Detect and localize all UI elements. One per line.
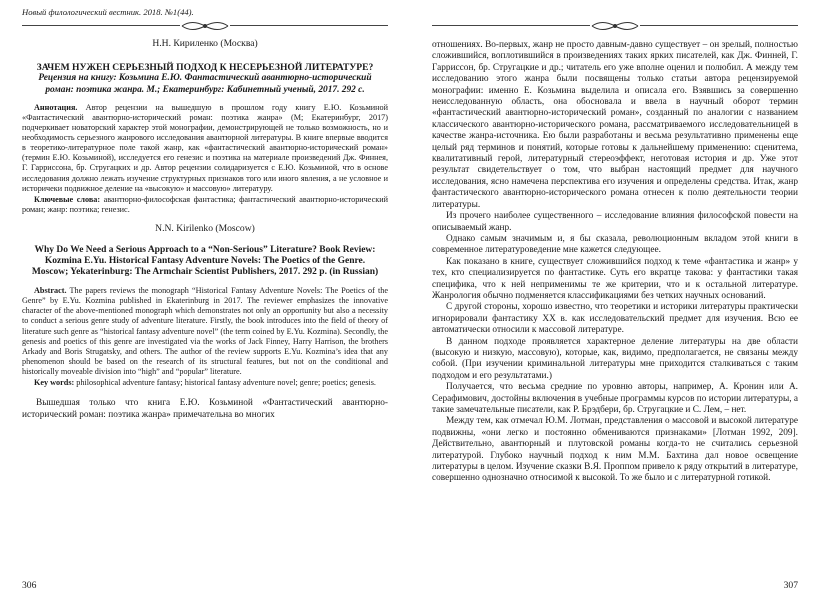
page-number-right: 307 xyxy=(783,580,798,591)
ru-subtitle: Рецензия на книгу: Козьмина Е.Ю. Фантастический авантюрно-исторический роман: поэтика жанра. М.; Екатеринбург: Кабинетный ученый, 2017. 292 с. xyxy=(38,73,372,95)
ornament-line-right xyxy=(230,25,388,26)
paragraph: В данном подходе проявляется характерное деление литературы на две области (высокую и низкую, массовую), которые, как, видимо, предполагается, не связаны между собой. (При изучении криминальной литературы мне приходится сталкиваться с таким подходом и его результатами.) xyxy=(432,336,798,381)
ru-title: ЗАЧЕМ НУЖЕН СЕРЬЕЗНЫЙ ПОДХОД К НЕСЕРЬЕЗНОЙ ЛИТЕРАТУРЕ? xyxy=(36,62,374,73)
en-keywords-text: philosophical adventure fantasy; historical fantasy adventure novel; genre; poetics; genesis. xyxy=(74,378,376,388)
en-author: N.N. Kirilenko (Moscow) xyxy=(155,222,255,234)
paragraph: С другой стороны, хорошо известно, что теоретики и историки литературы практически игнорировали фантастику ХХ в. как исследовательский предмет для изучения. Всю ее автоматически относили к массовой литературе. xyxy=(432,302,798,336)
page-number-left: 306 xyxy=(22,580,37,591)
ornament-line-left xyxy=(432,25,590,26)
ornament-line-left xyxy=(22,25,180,26)
ornament-icon xyxy=(180,19,230,33)
en-keywords xyxy=(22,378,388,388)
paragraph: Однако самым значимым и, я бы сказала, революционным вкладом этой книги в современное литературоведение мне кажется следующее. xyxy=(432,233,798,256)
ornament-line-right xyxy=(640,25,798,26)
ru-author: Н.Н. Кириленко (Москва) xyxy=(152,38,258,49)
ru-keywords-text: авантюрно-философская фантастика; фантастический авантюрно-исторический роман; жанр: поэтика; генезис. xyxy=(22,194,388,214)
paragraph: Как показано в книге, существует сложившийся подход к теме «фантастика и жанр» у тех, кто специализируется по фантастике. Суть его вкратце такова: у фантастики такая специфика, что к ней неприменимы те же критерии, что и к остальной литературе. Жанрология обычно подменяется классификациями без четких научных оснований. xyxy=(432,256,798,301)
paragraph: Получается, что весьма средние по уровню авторы, например, А. Кронин или А. Серафимович, достойны включения в учебные программы курсов по истории литературы, а такие замечательные писатели, как Р. Брэдбери, бр. Стругацкие и С. Лем, – нет. xyxy=(432,382,798,415)
right-column xyxy=(432,40,798,485)
en-abstract xyxy=(22,286,388,377)
ru-abstract-label: Аннотация. xyxy=(34,102,78,112)
journal-header: Новый филологический вестник. 2018. №1(44). xyxy=(22,7,194,17)
right-page xyxy=(410,0,820,609)
left-column xyxy=(22,36,388,421)
paragraph: отношениях. Во-первых, жанр не просто давным-давно существует – он зрелый, полностью сложившийся, воплотившийся в произведениях таких ярких писателей, как Дж. Финней, Г. Гаррисcон, бр. Стругацкие и др.; читатель его уже вполне оценил и полюбил. А между тем исследованию этого жанра были посвящены только статьи автора рецензируемой монографии: именно Е. Козьмина выделила и описала его. Взявшись за совершенно неисследованную область, она обосновала и ввела в научный оборот термин «фантастический авантюрно-исторический роман», созданный по аналогии с названием классического авантюрно-исторического романа, рассматриваемого исследовательницей в качестве жанра-источника. Ею были разработаны и весьма результативно применены еще целый ряд терминов и понятий, которые готовы к дальнейшему применению: сценитема, квалитативный герой, литературный стереоэффект, неготовая история и др. Уже этот результат свидетельствует о том, что выбран настоящий предмет для научного исследования, ясно намечена перспектива его изучения и определены средства. Итак, жанр фантастического авантюрно-исторического романа отнесен к полю деятельности теории литературы. xyxy=(432,40,798,210)
en-abstract-text: The papers reviews the monograph “Historical Fantasy Adventure Novels: The Poetics of the Genre” by E.Yu. Kozmina published in Ekaterinburg in 2017. The reviewer emphasizes the innovative character of the above-mentioned monograph which demonstrates not only an opportunity but also a necessity to conduct a serious genre study of adventure literature. Firstly, the book introduces into the field of theory of literature such genre as “historical fantasy adventure novel” (the term coined by E.Yu. Kozmina). Secondly, the genesis and poetics of this genre are investigated via the works of Jack Finney, Harry Harrison, the brothers Arkady and Boris Strugatsky, and others. The author of the review supports E.Yu. Kozmina’s idea that any phenomenon should be based on the research of its structural features, but not on the conditional and historically moveable division into “high” and “popular” literature. xyxy=(22,286,388,376)
ru-keywords-label: Ключевые слова: xyxy=(34,194,101,204)
ru-abstract xyxy=(22,103,388,194)
ru-abstract-text: Автор рецензии на вышедшую в прошлом году книгу Е.Ю. Козьминой «Фантастический авантюрно-исторический роман: поэтика жанра» (М; Екатеринбург, 2017) подчеркивает новаторский характер этой монографии, демонстрирующей не только возможность, но и необходимость серьезного жанрового исследования авантюрной литературы. В книге впервые вводится в теоретико-литературное поле такой жанр, как «фантастический авантюрно-исторический роман» (термин Е.Ю. Козьминой), исследуется его генезис и поэтика на материале произведений Дж. Финнея, Г. Гаррисcона, бр. Стругацких и др. Автор рецензии солидаризуется с Е.Ю. Козьминой, что в основе исследования должно лежать изучение структурных признаков того или иного явления, а не условное и историчеки подвижное деление на «высокую» и массовую» литературу. xyxy=(22,102,388,193)
body-start: Вышедшая только что книга Е.Ю. Козьминой «Фантастический авантюрно-исторический роман: поэтика жанра» примечательна во многих xyxy=(22,398,388,420)
en-keywords-label: Key words: xyxy=(34,378,75,388)
paragraph: Из прочего наиболее существенного – исследование влияния философской повести на описываемый жанр. xyxy=(432,211,798,233)
en-title: Why Do We Need a Serious Approach to a “Non-Serious” Literature? Book Review: Kozmina E.Yu. Historical Fantasy Adventure Novels: The Poetics of the Genre. Moscow; Yekaterinburg: The Armchair Scientist Publishers, 2017. 292 p. (in Russian) xyxy=(31,244,379,278)
paragraph: Между тем, как отмечал Ю.М. Лотман, представления о массовой и высокой литературе подвижны, «они легко и постоянно обмениваются признаками» [Лотман 1992, 209]. Действительно, авантюрный и плутовской романы когда-то не считались серьезной литературой. Глубоко научный подход к ним М.М. Бахтина дал новое освещение литературы в целом. Изучение сказки В.Я. Проппом привело к ряду открытий в литературе, совершенно однозначно относимой к высокой. То же было и с литературной готикой. xyxy=(432,416,798,484)
en-abstract-label: Abstract. xyxy=(34,286,67,296)
ru-keywords xyxy=(22,195,388,215)
ornament-icon xyxy=(590,19,640,33)
